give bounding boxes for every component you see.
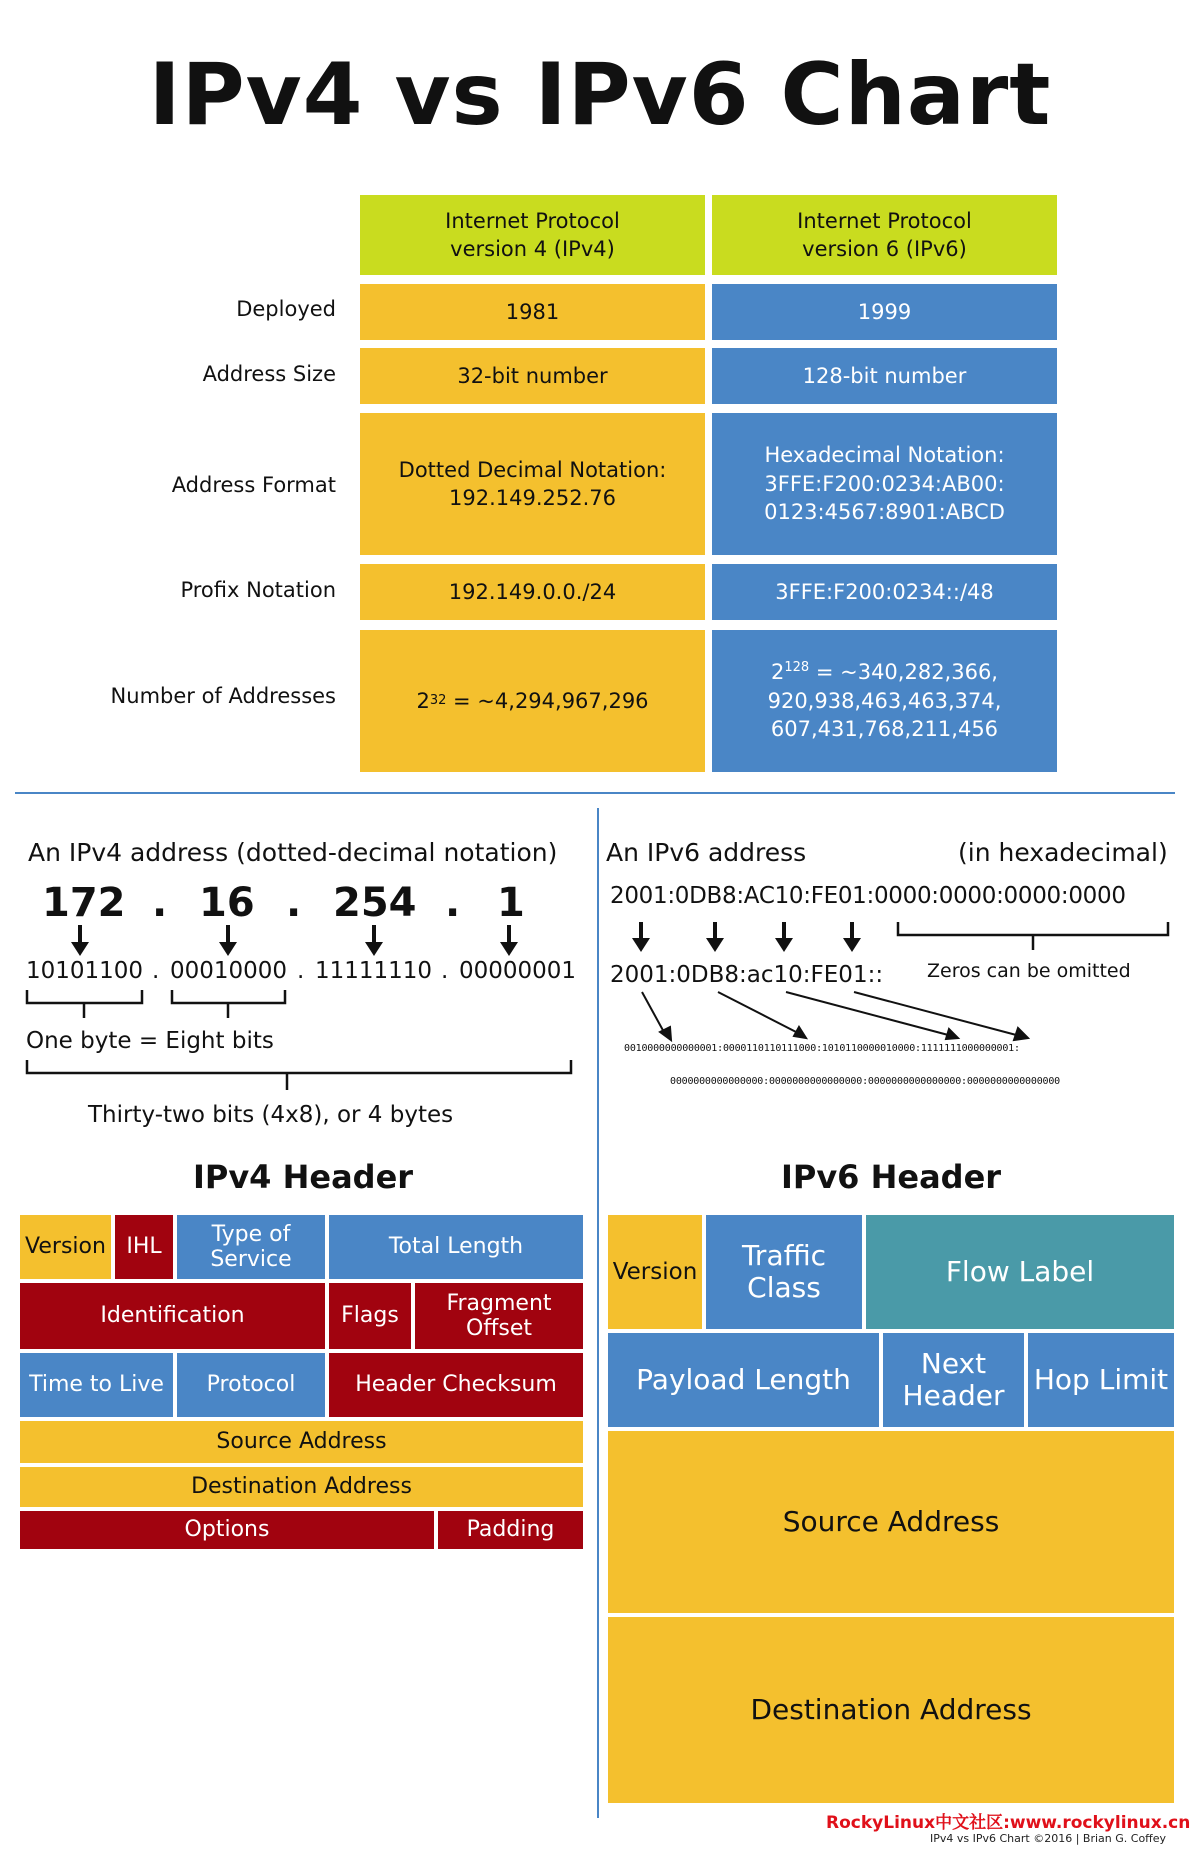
arrow-head-icon <box>1014 1028 1028 1040</box>
down-arrow-icon <box>500 942 518 956</box>
ipv6-prefix-notation: 3FFE:F200:0234::/48 <box>712 564 1057 620</box>
ipv6-field-flow-label: Flow Label <box>864 1213 1176 1331</box>
byte-bracket <box>172 990 285 1003</box>
ipv6-short-address: 2001:0DB8:ac10:FE01:: <box>610 962 884 988</box>
ipv4-field-options: Options <box>18 1509 436 1551</box>
ipv6-header-title: IPv6 Header <box>780 1158 1002 1196</box>
down-arrow-icon <box>843 938 861 952</box>
down-arrow-icon <box>775 938 793 952</box>
down-arrow-icon <box>365 942 383 956</box>
row-label-deployed: Deployed <box>236 297 336 321</box>
ipv6-field-destination-address: Destination Address <box>606 1615 1176 1805</box>
ipv4-field-source-address: Source Address <box>18 1419 585 1465</box>
ipv4-octet-4: 1 <box>497 880 525 926</box>
ipv6-address-diagram <box>600 900 1200 1060</box>
ipv6-binary-line-2: 0000000000000000:0000000000000000:0000000000000000:0000000000000000 <box>670 1076 1060 1087</box>
ipv4-dot-3: . <box>445 880 461 926</box>
ipv4-field-time-to-live: Time to Live <box>18 1351 175 1419</box>
watermark-text: RockyLinux中文社区:www.rockylinux.cn <box>826 1813 1191 1833</box>
ipv6-address-heading-right: (in hexadecimal) <box>958 838 1168 867</box>
ipv4-octet-1: 172 <box>42 880 126 926</box>
ipv6-zeros-note: Zeros can be omitted <box>927 960 1131 982</box>
ipv4-down-arrows <box>80 925 509 945</box>
ipv4-count-value: = ~4,294,967,296 <box>446 688 649 713</box>
ipv4-byte-note: One byte = Eight bits <box>26 1028 274 1054</box>
ipv4-field-version: Version <box>18 1213 113 1281</box>
ipv4-binary-4: 00000001 <box>459 958 577 984</box>
ipv4-field-fragment-offset: Fragment Offset <box>413 1281 585 1351</box>
ipv6-field-version: Version <box>606 1213 704 1331</box>
row-label-prefix-notation: Profix Notation <box>180 578 336 602</box>
ipv6-full-address: 2001:0DB8:AC10:FE01:0000:0000:0000:0000 <box>610 883 1126 909</box>
ipv4-field-ihl: IHL <box>113 1213 175 1281</box>
ipv4-field-type-of-service: Type of Service <box>175 1213 327 1281</box>
ipv4-address-size: 32-bit number <box>360 348 705 404</box>
ipv4-field-protocol: Protocol <box>175 1351 327 1419</box>
ipv4-column-header: Internet Protocol version 4 (IPv4) <box>360 195 705 275</box>
ipv6-field-source-address: Source Address <box>606 1429 1176 1615</box>
ipv6-count-exponent: 128 <box>784 660 810 676</box>
ipv4-header-title: IPv4 Header <box>192 1158 414 1196</box>
ipv4-field-identification: Identification <box>18 1281 327 1351</box>
ipv4-address-heading: An IPv4 address (dotted-decimal notation) <box>28 838 558 867</box>
ipv4-field-total-length: Total Length <box>327 1213 585 1281</box>
ipv4-field-header-checksum: Header Checksum <box>327 1351 585 1419</box>
ipv6-address-size: 128-bit number <box>712 348 1057 404</box>
ipv4-binary-dot-1: . <box>152 958 160 984</box>
ipv4-field-destination-address: Destination Address <box>18 1465 585 1509</box>
ipv4-dot-2: . <box>286 880 302 926</box>
down-arrow-icon <box>632 938 650 952</box>
arrow-head-icon <box>794 1027 806 1038</box>
diagonal-arrow-icon <box>718 992 800 1034</box>
ipv6-field-traffic-class: Traffic Class <box>704 1213 864 1331</box>
down-arrow-icon <box>706 938 724 952</box>
down-arrow-icon <box>71 942 89 956</box>
ipv6-column-header: Internet Protocol version 6 (IPv6) <box>712 195 1057 275</box>
ipv4-count-base: 2 <box>416 688 430 713</box>
ipv4-address-diagram <box>0 0 600 1120</box>
ipv6-count-base: 2 <box>770 660 785 685</box>
ipv6-field-next-header: Next Header <box>881 1331 1026 1429</box>
diagonal-arrow-icon <box>642 992 665 1034</box>
ipv6-number-of-addresses <box>712 630 1057 772</box>
page-title: IPv4 vs IPv6 Chart <box>148 45 1052 145</box>
ipv4-binary-dot-3: . <box>441 958 449 984</box>
bits-bracket <box>27 1060 571 1073</box>
arrow-head-icon <box>946 1029 958 1039</box>
ipv6-expansion-arrows <box>642 992 1028 1040</box>
ipv4-octet-2: 16 <box>199 880 255 926</box>
row-label-number-of-addresses: Number of Addresses <box>110 684 336 708</box>
ipv6-address-format: Hexadecimal Notation: 3FFE:F200:0234:AB00: 0123:4567:8901:ABCD <box>712 413 1057 555</box>
ipv4-count-exponent: 32 <box>429 693 447 709</box>
ipv6-field-hop-limit: Hop Limit <box>1026 1331 1176 1429</box>
ipv4-binary-3: 11111110 <box>315 958 433 984</box>
ipv6-count-text <box>768 658 1002 743</box>
copyright-credit: IPv4 vs IPv6 Chart ©2016 | Brian G. Coffey <box>930 1832 1167 1845</box>
ipv4-octet-3: 254 <box>333 880 417 926</box>
row-label-address-format: Address Format <box>171 473 336 497</box>
ipv6-count-value: = ~340,282,366, 920,938,463,463,374, 607,431,768,211,456 <box>767 660 1002 742</box>
ipv4-total-note: Thirty-two bits (4x8), or 4 bytes <box>88 1102 454 1128</box>
ipv6-deployed: 1999 <box>712 284 1057 340</box>
ipv6-field-payload-length: Payload Length <box>606 1331 881 1429</box>
ipv4-field-padding: Padding <box>436 1509 585 1551</box>
ipv6-address-heading: An IPv6 address <box>606 838 807 867</box>
down-arrow-icon <box>219 942 237 956</box>
zeros-bracket <box>898 922 1168 950</box>
ipv4-binary-1: 10101100 <box>26 958 144 984</box>
ipv4-address-format: Dotted Decimal Notation: 192.149.252.76 <box>360 413 705 555</box>
ipv4-binary-2: 00010000 <box>170 958 288 984</box>
diagonal-arrow-icon <box>854 992 1020 1036</box>
row-label-address-size: Address Size <box>202 362 336 386</box>
byte-bracket <box>27 990 142 1003</box>
ipv6-binary-line-1: 0010000000000001:0000110110111000:1010110000010000:1111111000000001: <box>624 1043 1020 1054</box>
ipv4-prefix-notation: 192.149.0.0./24 <box>360 564 705 620</box>
diagonal-arrow-icon <box>786 992 952 1036</box>
ipv4-binary-dot-2: . <box>297 958 305 984</box>
ipv4-field-flags: Flags <box>327 1281 413 1351</box>
ipv4-dot-1: . <box>152 880 168 926</box>
ipv4-deployed: 1981 <box>360 284 705 340</box>
